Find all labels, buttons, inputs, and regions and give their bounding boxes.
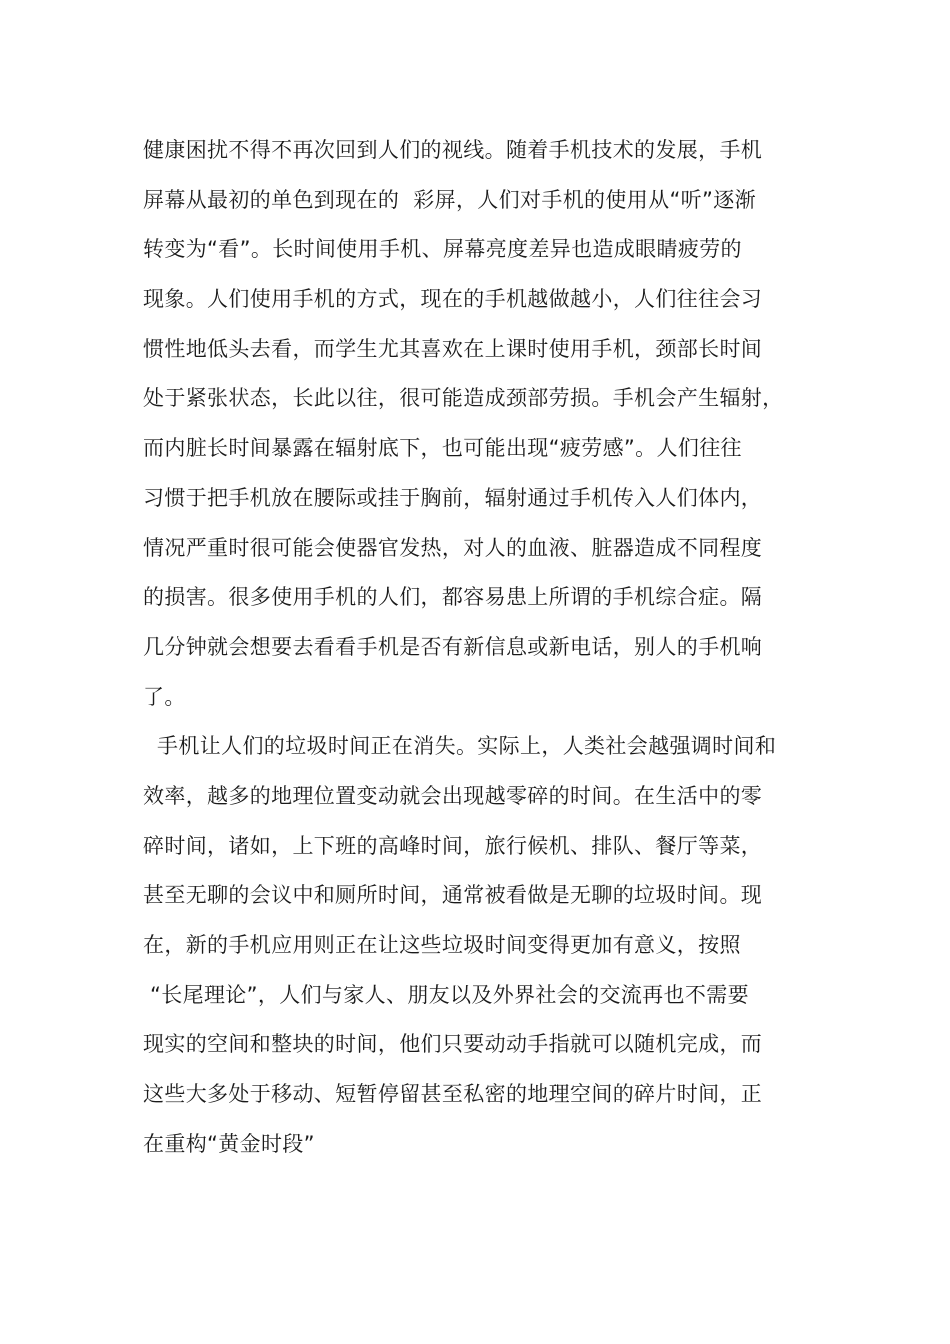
text-line: 甚至无聊的会议中和厕所时间，通常被看做是无聊的垃圾时间。现 bbox=[143, 883, 763, 908]
text-line: 手机让人们的垃圾时间正在消失。实际上，人类社会越强调时间和 bbox=[143, 734, 777, 759]
paragraph-fragmented-time bbox=[143, 728, 823, 1175]
body-text bbox=[143, 132, 823, 1175]
text-line: 的损害。很多使用手机的人们，都容易患上所谓的手机综合症。隔 bbox=[143, 585, 763, 610]
text-line: 在，新的手机应用则正在让这些垃圾时间变得更加有意义，按照 bbox=[143, 933, 741, 957]
text-line: 几分钟就会想要去看看手机是否有新信息或新电话，别人的手机响 bbox=[143, 634, 763, 659]
text-line: 惯性地低头去看，而学生尤其喜欢在上课时使用手机，颈部长时间 bbox=[143, 336, 763, 361]
text-line: 了。 bbox=[143, 684, 186, 709]
text-line: 转变为“看”。长时间使用手机、屏幕亮度差异也造成眼睛疲劳的 bbox=[143, 237, 742, 262]
text-line: 而内脏长时间暴露在辐射底下，也可能出现“疲劳感”。人们往往 bbox=[143, 436, 742, 461]
text-line: 这些大多处于移动、短暂停留甚至私密的地理空间的碎片时间，正 bbox=[143, 1082, 763, 1107]
text-line: 现实的空间和整块的时间，他们只要动动手指就可以随机完成，而 bbox=[143, 1032, 763, 1057]
text-line: 在重构“黄金时段” bbox=[143, 1131, 315, 1156]
text-line: 情况严重时很可能会使器官发热，对人的血液、脏器造成不同程度 bbox=[143, 535, 763, 560]
text-line: “长尾理论”，人们与家人、朋友以及外界社会的交流再也不需要 bbox=[143, 982, 749, 1007]
text-line: 效率，越多的地理位置变动就会出现越零碎的时间。在生活中的零 bbox=[143, 783, 763, 808]
text-line: 处于紧张状态，长此以往，很可能造成颈部劳损。手机会产生辐射， bbox=[143, 386, 784, 411]
text-line: 习惯于把手机放在腰际或挂于胸前，辐射通过手机传入人们体内， bbox=[143, 485, 763, 510]
text-line: 现象。人们使用手机的方式，现在的手机越做越小，人们往往会习 bbox=[143, 287, 763, 312]
text-line: 碎时间，诸如，上下班的高峰时间，旅行候机、排队、餐厅等菜， bbox=[143, 833, 763, 858]
text-line: 屏幕从最初的单色到现在的 彩屏，人们对手机的使用从“听”逐渐 bbox=[143, 187, 756, 212]
text-line: 健康困扰不得不再次回到人们的视线。随着手机技术的发展，手机 bbox=[143, 138, 763, 162]
paragraph-health-concerns bbox=[143, 132, 823, 728]
